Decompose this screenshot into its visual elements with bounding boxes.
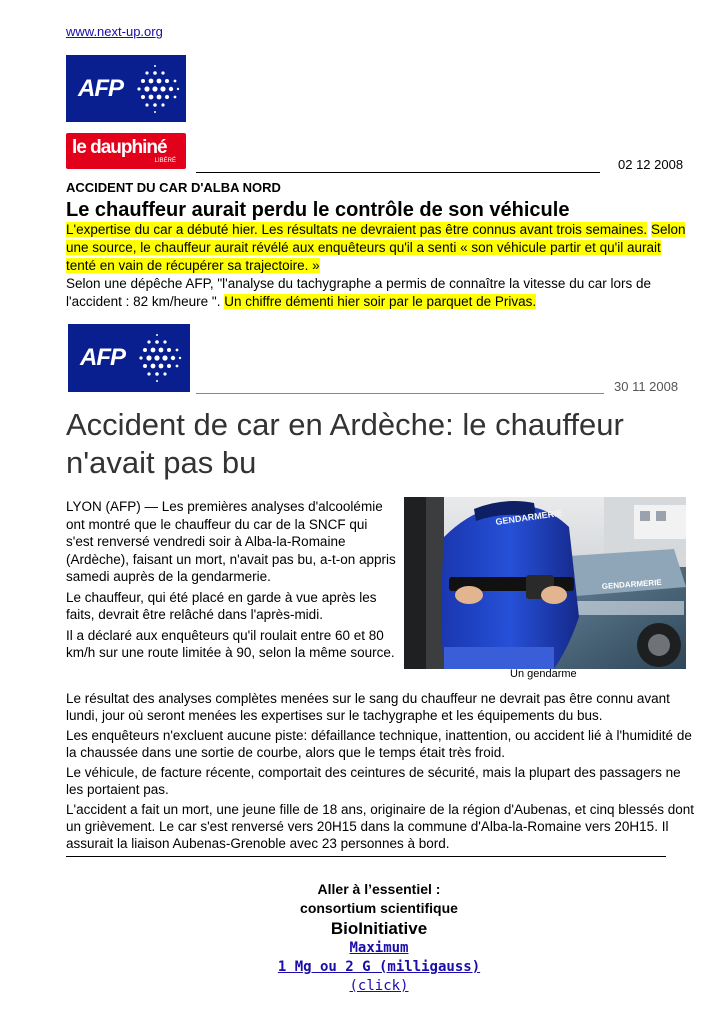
article2-column	[66, 498, 396, 665]
maximum-link[interactable]: Maximum	[349, 940, 409, 956]
dauphine-logo-sub: LIBÉRÉ	[154, 157, 176, 164]
paragraph: L'accident a fait un mort, une jeune fille de 18 ans, originaire de la région d'Aubenas, et cinq blessés dont un grièvement. Le car s'est renversé vers 20H15 dans la commune d'Alba-la-Romaine vers 20H15. Il assurait la liaison Aubenas-Grenoble avec 23 personnes à bord.	[66, 802, 695, 851]
highlight-text: Un chiffre démenti hier soir par le parquet de Privas.	[224, 294, 537, 309]
paragraph: Il a déclaré aux enquêteurs qu'il roulait entre 60 et 80 km/h sur une route limitée à 90, selon la même source.	[66, 627, 395, 660]
footer-line: consortium scientifique	[300, 900, 458, 916]
afp-logo	[68, 324, 190, 392]
footer	[0, 880, 724, 996]
click-link[interactable]: (click)	[349, 978, 409, 994]
dauphine-logo-name: le dauphiné	[72, 136, 167, 158]
footer-line: Aller à l’essentiel :	[317, 881, 441, 897]
article2-date: 30 11 2008	[614, 379, 679, 394]
paragraph: LYON (AFP) — Les premières analyses d'alcoolémie ont montré que le chauffeur du car de la SNCF qui s'est renversé vendredi soir à Alba-la-Romaine (Ardèche), faisant un mort, n'avait pas bu, a-t-on appris samedi auprès de la gendarmerie.	[66, 499, 396, 584]
article1-date: 02 12 2008	[618, 157, 684, 172]
article1-plain-text: Selon une dépêche AFP, "l'analyse du tachygraphe a permis de connaître la vitesse du car lors de l'accident : 82 km/heure ".	[66, 276, 651, 309]
highlight-text: L'expertise du car a débuté hier. Les résultats ne devraient pas être connus avant trois semaines.	[66, 222, 648, 237]
vest-text: GENDARMERIE	[494, 507, 564, 527]
afp-logo	[66, 55, 186, 122]
paragraph: Le chauffeur, qui été placé en garde à vue après les faits, devrait être relâché dans l'après-midi.	[66, 589, 377, 622]
dauphine-logo	[66, 133, 186, 169]
divider	[66, 856, 666, 857]
article1-body	[66, 221, 686, 311]
article1-headline: Le chauffeur aurait perdu le contrôle de son véhicule	[66, 199, 570, 221]
footer-title: BioInitiative	[330, 919, 428, 938]
paragraph: Le véhicule, de facture récente, comportait des ceintures de sécurité, mais la plupart des passagers ne les portaient pas.	[66, 765, 681, 797]
header-rule	[196, 172, 600, 173]
gendarme-photo-image	[404, 497, 686, 669]
header-rule	[196, 393, 604, 394]
article2-body	[66, 690, 696, 855]
gendarme-photo	[404, 497, 686, 669]
paragraph: Les enquêteurs n'excluent aucune piste: défaillance technique, inattention, ou accident lié à l'humidité de la chaussée dans une sortie de courbe, alors que le temps était très froid.	[66, 728, 692, 760]
highlight-text: Selon une source, le chauffeur aurait révélé aux enquêteurs qu'il a senti « son véhicule partir et qu'il aurait tenté en vain de récupérer sa trajectoire. »	[66, 222, 686, 273]
afp-logo-text: AFP	[80, 344, 125, 371]
paragraph: Le résultat des analyses complètes menées sur le sang du chauffeur ne devrait pas être connu avant lundi, jour où seront menées les expertises sur le tachygraphe et les équipements du bus.	[66, 691, 670, 723]
globe-icon	[125, 61, 185, 117]
milligauss-link[interactable]: 1 Mg ou 2 G (milligauss)	[277, 959, 481, 975]
photo-caption: Un gendarme	[510, 668, 577, 680]
article2-headline: Accident de car en Ardèche: le chauffeur n'avait pas bu	[66, 407, 624, 480]
afp-logo-text: AFP	[78, 74, 123, 102]
car-text: GENDARMERIE	[601, 577, 663, 591]
globe-icon	[127, 330, 187, 386]
article1-kicker: ACCIDENT DU CAR D'ALBA NORD	[66, 180, 281, 195]
site-link[interactable]: www.next-up.org	[66, 24, 163, 39]
